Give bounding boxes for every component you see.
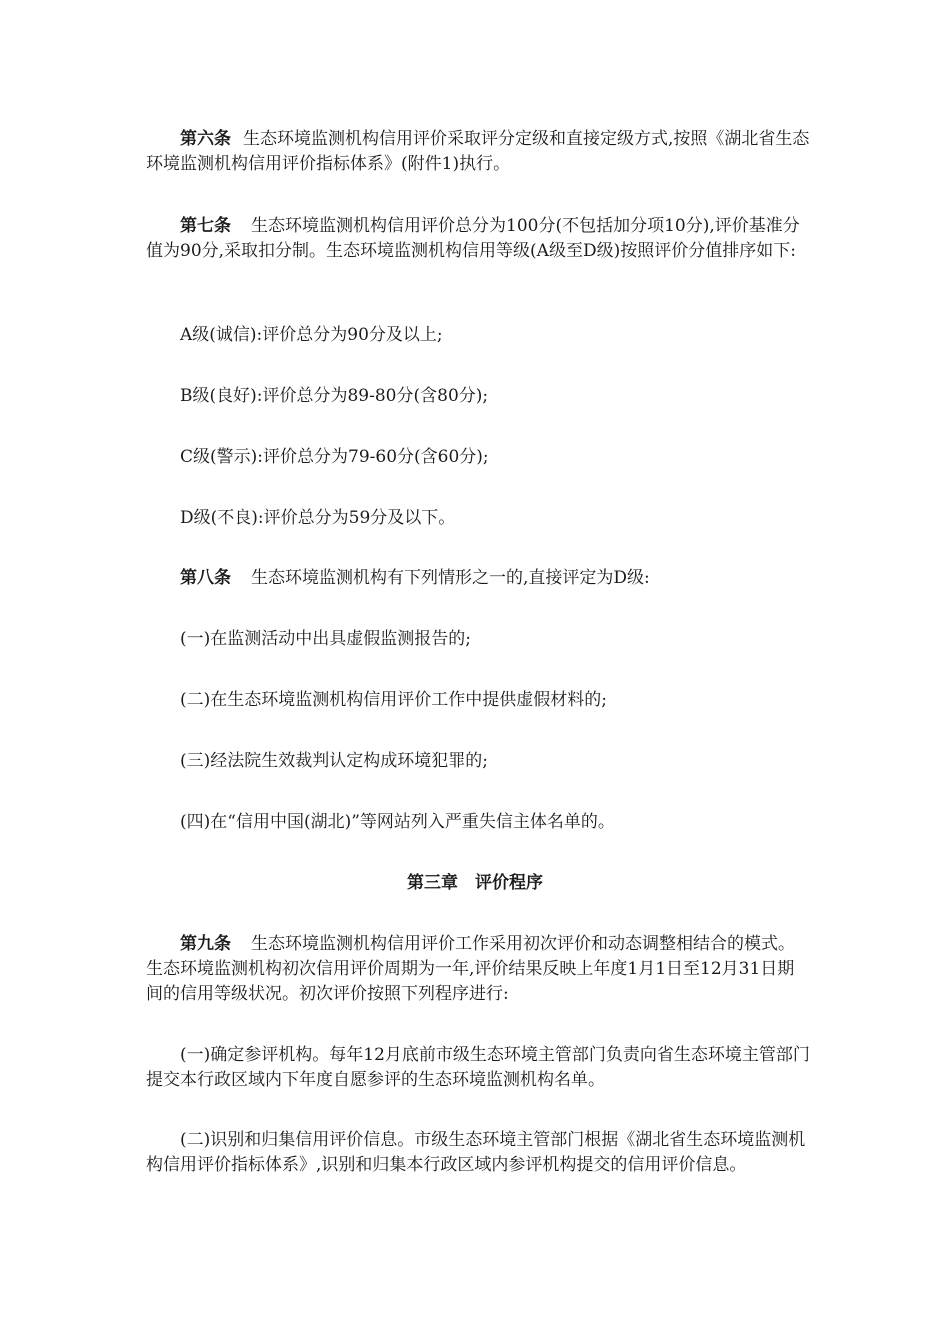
article-6-label: 第六条 [180, 129, 231, 149]
article-8 [146, 566, 810, 591]
article-9-label: 第九条 [180, 934, 231, 954]
article-8-item-4: (四)在“信用中国(湖北)”等网站列入严重失信主体名单的。 [180, 812, 615, 832]
article-7 [146, 214, 810, 264]
article-7-text: 生态环境监测机构信用评价总分为100分(不包括加分项10分),评价基准分值为90分,采取扣分制。生态环境监测机构信用等级(A级至D级)按照评价分值排序如下: [146, 216, 800, 261]
grade-c: C级(警示):评价总分为79-60分(含60分); [180, 447, 489, 467]
article-9-text: 生态环境监测机构信用评价工作采用初次评价和动态调整相结合的模式。生态环境监测机构初次信用评价周期为一年,评价结果反映上年度1月1日至12月31日期间的信用等级状况。初次评价按照下列程序进行: [146, 934, 795, 1004]
article-8-item-1: (一)在监测活动中出具虚假监测报告的; [180, 629, 471, 649]
article-8-label: 第八条 [180, 568, 231, 588]
article-9-item-2: (二)识别和归集信用评价信息。市级生态环境主管部门根据《湖北省生态环境监测机构信用评价指标体系》,识别和归集本行政区域内参评机构提交的信用评价信息。 [146, 1130, 806, 1175]
article-8-item-3: (三)经法院生效裁判认定构成环境犯罪的; [180, 751, 488, 771]
grade-d: D级(不良):评价总分为59分及以下。 [180, 508, 456, 528]
article-9-item-1: (一)确定参评机构。每年12月底前市级生态环境主管部门负责向省生态环境主管部门提交本行政区域内下年度自愿参评的生态环境监测机构名单。 [146, 1045, 810, 1090]
article-6 [146, 127, 810, 177]
article-8-text: 生态环境监测机构有下列情形之一的,直接评定为D级: [251, 568, 650, 588]
article-9 [146, 932, 810, 1007]
chapter-3-heading: 第三章 评价程序 [407, 873, 543, 893]
grade-a: A级(诚信):评价总分为90分及以上; [180, 325, 443, 345]
grade-b: B级(良好):评价总分为89-80分(含80分); [180, 386, 489, 406]
article-8-item-2: (二)在生态环境监测机构信用评价工作中提供虚假材料的; [180, 690, 607, 710]
article-6-text: 生态环境监测机构信用评价采取评分定级和直接定级方式,按照《湖北省生态环境监测机构信用评价指标体系》(附件1)执行。 [146, 129, 810, 174]
article-7-label: 第七条 [180, 216, 231, 236]
